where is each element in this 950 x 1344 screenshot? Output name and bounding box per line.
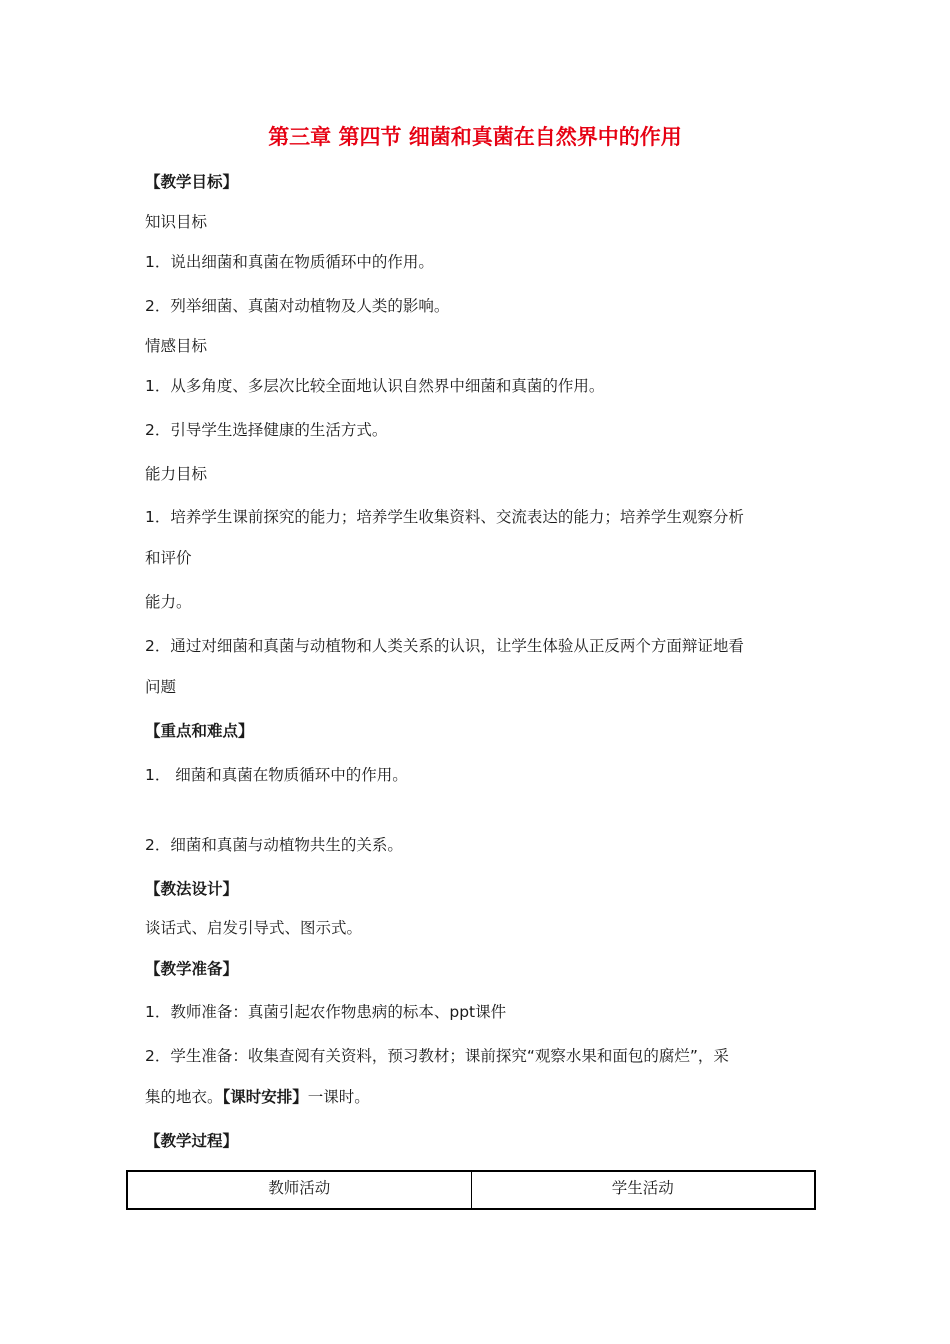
schedule-label: 【课时安排】 xyxy=(222,1088,308,1106)
process-table xyxy=(126,1170,816,1210)
teacher-activity-header: 教师活动 xyxy=(268,1179,331,1197)
preparation-heading: 【教学准备】 xyxy=(145,960,239,978)
key-point-1: 1． 细菌和真菌在物质循环中的作用。 xyxy=(145,766,408,784)
ability-objectives-label: 能力目标 xyxy=(145,465,208,483)
objectives-heading: 【教学目标】 xyxy=(145,173,239,191)
method-heading: 【教法设计】 xyxy=(145,880,239,898)
student-preparation-text: 集的地衣。 xyxy=(145,1088,223,1106)
emotion-objective-2: 2．引导学生选择健康的生活方式。 xyxy=(145,421,388,439)
emotion-objectives-label: 情感目标 xyxy=(145,337,208,355)
ability-objective-2-line1: 2．通过对细菌和真菌与动植物和人类关系的认识，让学生体验从正反两个方面辩证地看 xyxy=(145,637,744,655)
ability-objective-1-line1: 1．培养学生课前探究的能力；培养学生收集资料、交流表达的能力；培养学生观察分析 xyxy=(145,508,744,526)
method-text: 谈话式、启发引导式、图示式。 xyxy=(145,919,363,937)
key-point-2: 2．细菌和真菌与动植物共生的关系。 xyxy=(145,836,403,854)
student-activity-header: 学生活动 xyxy=(471,1172,815,1208)
knowledge-objectives-label: 知识目标 xyxy=(145,213,208,231)
process-heading: 【教学过程】 xyxy=(145,1132,239,1150)
student-preparation-line2 xyxy=(145,1087,370,1107)
knowledge-objective-2: 2．列举细菌、真菌对动植物及人类的影响。 xyxy=(145,297,450,315)
page-title: 第三章 第四节 细菌和真菌在自然界中的作用 xyxy=(268,125,682,149)
ability-objective-2-line2: 问题 xyxy=(145,678,177,696)
knowledge-objective-1: 1．说出细菌和真菌在物质循环中的作用。 xyxy=(145,253,434,271)
emotion-objective-1: 1．从多角度、多层次比较全面地认识自然界中细菌和真菌的作用。 xyxy=(145,377,605,395)
ability-objective-1-line2: 和评价 xyxy=(145,549,192,567)
ability-objective-1-line3: 能力。 xyxy=(145,593,192,611)
teacher-preparation: 1．教师准备：真菌引起农作物患病的标本、ppt课件 xyxy=(145,1003,507,1021)
student-preparation-line1: 2．学生准备：收集查阅有关资料，预习教材；课前探究“观察水果和面包的腐烂”，采 xyxy=(145,1047,729,1065)
schedule-text: 一课时。 xyxy=(307,1088,370,1106)
key-points-heading: 【重点和难点】 xyxy=(145,722,254,740)
